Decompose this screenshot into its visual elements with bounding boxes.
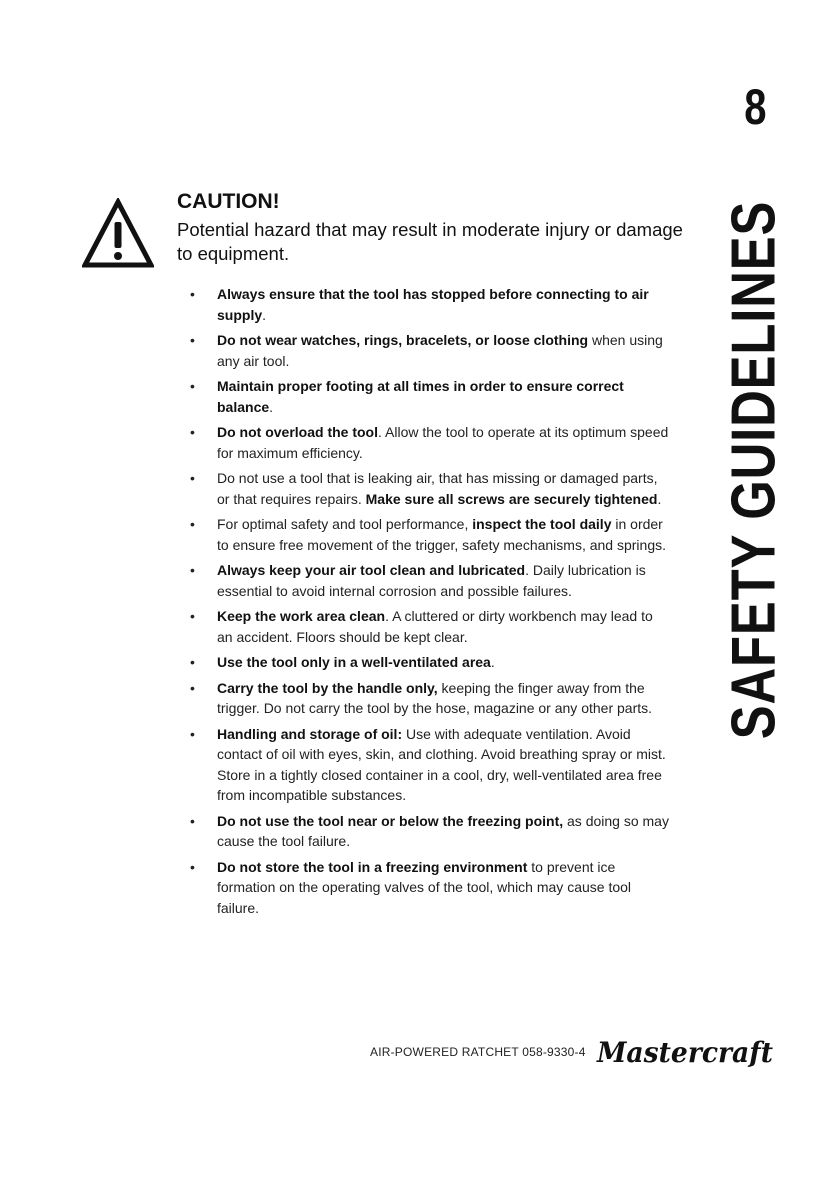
rule-emphasis: Maintain proper footing at all times in order to ensure correct balance: [217, 378, 624, 415]
rule-text: when using any air tool.: [217, 332, 663, 369]
rule-item: [190, 422, 670, 463]
brand-wordmark: Mastercraft: [596, 1036, 774, 1069]
product-label: AIR-POWERED RATCHET 058-9330-4: [370, 1045, 586, 1059]
safety-rules-list: [190, 284, 670, 923]
rule-text: .: [269, 398, 274, 415]
section-title: [719, 142, 790, 799]
rule-item: [190, 560, 670, 601]
rule-emphasis: Use the tool only in a well-ventilated area: [217, 654, 491, 670]
rule-text: keeping the finger away from the trigger. Do not carry the tool by the hose, magazine or any other parts.: [217, 679, 653, 716]
rule-item: [190, 811, 670, 852]
bullet-point: •: [190, 516, 195, 532]
bullet-point: •: [190, 725, 195, 742]
mastercraft-logo: [595, 1035, 777, 1069]
rule-item: [190, 330, 670, 371]
bullet-point: •: [190, 286, 195, 302]
rule-text: to prevent ice formation on the operating valves of the tool, which may cause tool failure.: [217, 858, 632, 916]
bullet-point: •: [190, 812, 195, 829]
rule-text: as doing so may cause the tool failure.: [217, 812, 669, 849]
rule-emphasis: Make sure all screws are securely tightened: [365, 490, 658, 507]
rule-item: [190, 514, 670, 555]
bullet-point: •: [190, 378, 195, 394]
caution-subtitle: Potential hazard that may result in moderate injury or damage to equipment.: [177, 219, 683, 264]
rule-emphasis: Handling and storage of oil:: [217, 725, 403, 742]
bullet-point: •: [190, 679, 195, 696]
rule-item: [190, 857, 670, 919]
page-number: 8: [744, 79, 766, 135]
bullet-point: •: [190, 332, 195, 348]
bullet-point: •: [190, 424, 195, 440]
rule-item: [190, 376, 670, 417]
rule-emphasis: Do not use the tool near or below the freezing point,: [217, 812, 564, 829]
rule-text: in order to ensure free movement of the trigger, safety mechanisms, and springs.: [217, 516, 666, 553]
rule-emphasis: Keep the work area clean: [217, 608, 386, 624]
section-title-text: SAFETY GUIDELINES: [719, 200, 789, 740]
rule-text: Do not use a tool that is leaking air, that has missing or damaged parts, or that requires repairs.: [217, 470, 658, 507]
bullet-point: •: [190, 562, 195, 578]
rule-item: [190, 606, 670, 647]
rule-item: [190, 652, 670, 673]
rule-emphasis: Do not wear watches, rings, bracelets, or loose clothing: [217, 332, 589, 348]
rule-emphasis: Carry the tool by the handle only,: [217, 679, 438, 696]
rule-text: . Daily lubrication is essential to avoid internal corrosion and possible failures.: [217, 562, 646, 599]
rule-text: .: [262, 306, 267, 323]
caution-title: CAUTION!: [177, 190, 280, 213]
rule-text: Use with adequate ventilation. Avoid contact of oil with eyes, skin, and clothing. Avoid breathing spray or mist. Store in a tightly closed container in a cool, dry, well-ventilated area free from incompatible substances.: [217, 725, 666, 803]
rule-item: [190, 724, 670, 806]
bullet-point: •: [190, 654, 195, 670]
bullet-point: •: [190, 858, 195, 875]
bullet-point: •: [190, 608, 195, 624]
rule-item: [190, 284, 670, 325]
rule-text: For optimal safety and tool performance,: [217, 516, 473, 532]
rule-text: .: [490, 654, 495, 670]
caution-header: [177, 190, 697, 266]
rule-emphasis: Always ensure that the tool has stopped before connecting to air supply: [217, 286, 649, 323]
rule-text: . Allow the tool to operate at its optimum speed for maximum efficiency.: [217, 424, 669, 461]
rule-text: .: [657, 490, 662, 507]
rule-text: . A cluttered or dirty workbench may lead to an accident. Floors should be kept clear.: [217, 608, 653, 645]
rule-emphasis: Do not store the tool in a freezing environment: [217, 858, 528, 875]
rule-emphasis: inspect the tool daily: [472, 516, 612, 532]
rule-emphasis: Always keep your air tool clean and lubricated: [217, 562, 526, 578]
warning-triangle-icon: [82, 198, 154, 270]
rule-item: [190, 678, 670, 719]
rule-emphasis: Do not overload the tool: [217, 424, 378, 440]
bullet-point: •: [190, 470, 195, 486]
rule-item: [190, 468, 670, 509]
